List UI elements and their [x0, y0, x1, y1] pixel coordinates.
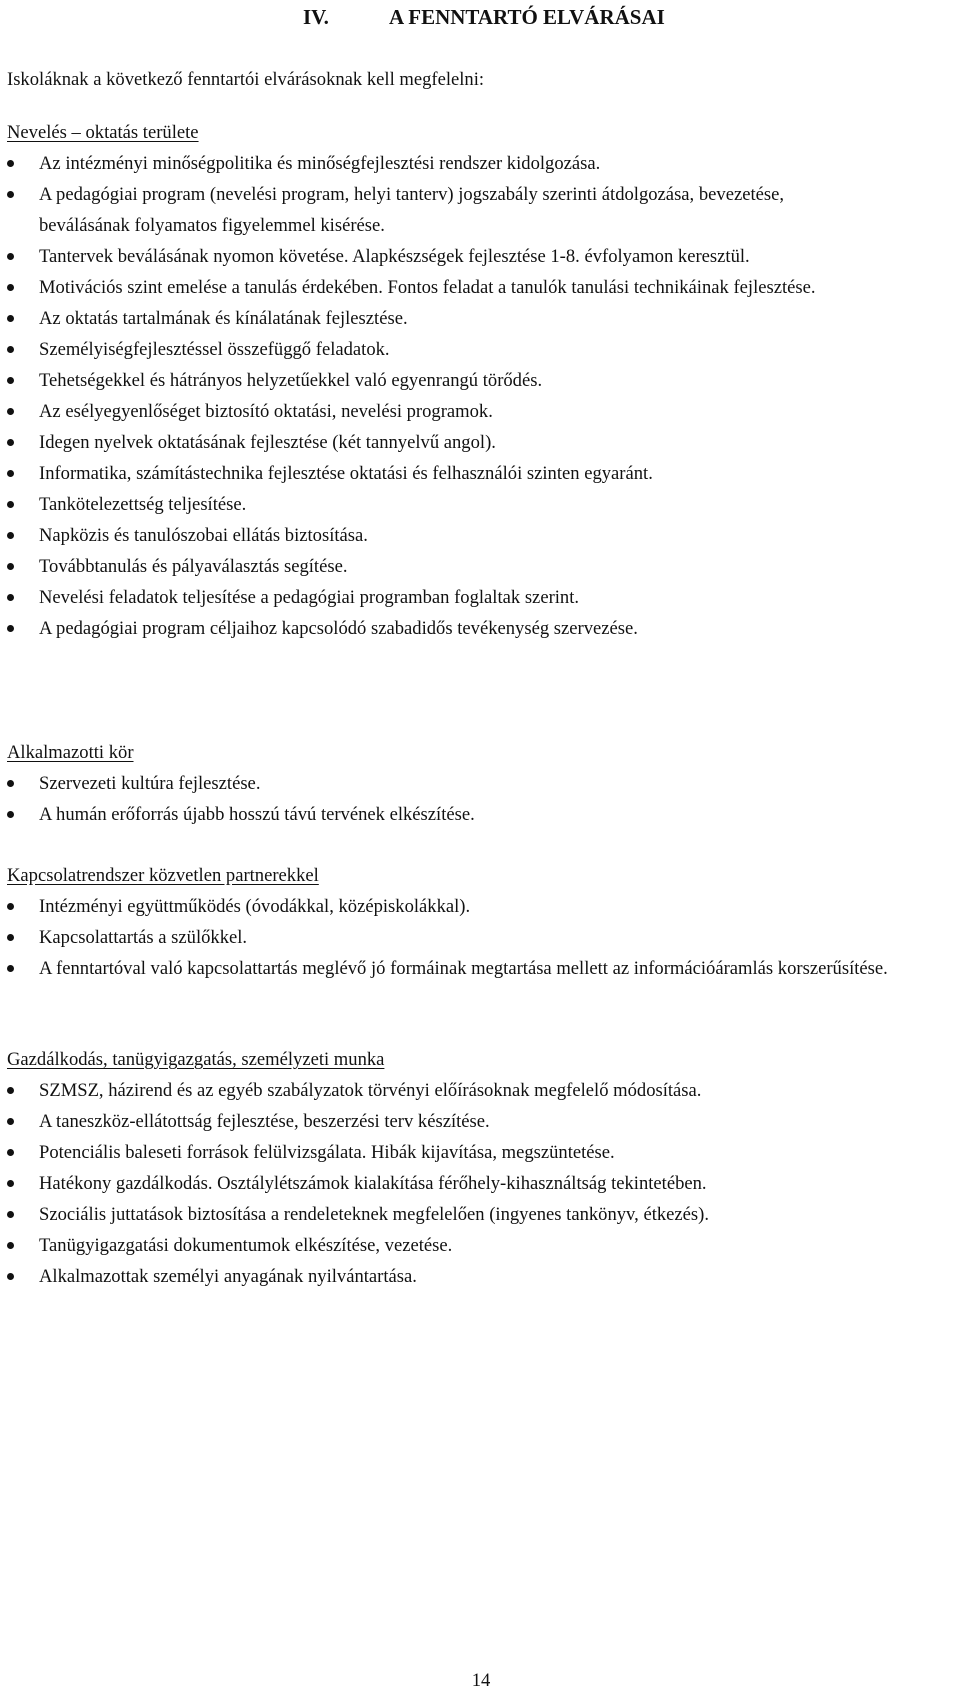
section-title: Nevelés – oktatás területe: [7, 122, 199, 143]
list-item: A taneszköz-ellátottság fejlesztése, beszerzési terv készítése.: [7, 1106, 937, 1137]
list-item: Napközis és tanulószobai ellátás biztosítása.: [7, 520, 937, 551]
list-item: Hatékony gazdálkodás. Osztálylétszámok kialakítása férőhely-kihasználtság tekintetében.: [7, 1168, 879, 1199]
chapter-heading: [303, 0, 665, 34]
list-item: Motivációs szint emelése a tanulás érdekében. Fontos feladat a tanulók tanulási technikáinak fejlesztése.: [7, 272, 919, 303]
list-item: A pedagógiai program céljaihoz kapcsolódó szabadidős tevékenység szervezése.: [7, 613, 937, 644]
bullet-list: [7, 148, 937, 644]
list-item: Alkalmazottak személyi anyagának nyilvántartása.: [7, 1261, 937, 1292]
section-education: [7, 117, 937, 644]
list-item: Az intézményi minőségpolitika és minőségfejlesztési rendszer kidolgozása.: [7, 148, 937, 179]
list-item: A humán erőforrás újabb hosszú távú tervének elkészítése.: [7, 799, 937, 830]
list-item: Idegen nyelvek oktatásának fejlesztése (két tannyelvű angol).: [7, 427, 937, 458]
bullet-list: [7, 891, 937, 984]
list-item: Továbbtanulás és pályaválasztás segítése.: [7, 551, 937, 582]
list-item: Szociális juttatások biztosítása a rendeleteknek megfelelően (ingyenes tankönyv, étkezés).: [7, 1199, 919, 1230]
list-item: Tanügyigazgatási dokumentumok elkészítése, vezetése.: [7, 1230, 937, 1261]
list-item: Potenciális baleseti források felülvizsgálata. Hibák kijavítása, megszüntetése.: [7, 1137, 937, 1168]
list-item: Tankötelezettség teljesítése.: [7, 489, 937, 520]
list-item: Tehetségekkel és hátrányos helyzetűekkel való egyenrangú törődés.: [7, 365, 937, 396]
intro-text: Iskoláknak a következő fenntartói elvárásoknak kell megfelelni:: [7, 69, 485, 90]
section-title: Kapcsolatrendszer közvetlen partnerekkel: [7, 865, 319, 886]
list-item: A pedagógiai program (nevelési program, helyi tanterv) jogszabály szerinti átdolgozása, bevezetése, beválásának folyamatos figyelemmel kisérése.: [7, 179, 829, 241]
list-item: A fenntartóval való kapcsolattartás meglévő jó formáinak megtartása mellett az információáramlás korszerűsítése.: [7, 953, 919, 984]
list-item: Kapcsolattartás a szülőkkel.: [7, 922, 937, 953]
chapter-title: A FENNTARTÓ ELVÁRÁSAI: [389, 5, 665, 29]
bullet-list: [7, 768, 937, 830]
list-item: Szervezeti kultúra fejlesztése.: [7, 768, 937, 799]
section-title: Alkalmazotti kör: [7, 742, 134, 763]
bullet-list: [7, 1075, 937, 1292]
list-item: SZMSZ, házirend és az egyéb szabályzatok törvényi előírásoknak megfelelő módosítása.: [7, 1075, 869, 1106]
list-item: Nevelési feladatok teljesítése a pedagógiai programban foglaltak szerint.: [7, 582, 937, 613]
section-management: [7, 1044, 937, 1292]
section-partners: [7, 860, 937, 984]
list-item: Az oktatás tartalmának és kínálatának fejlesztése.: [7, 303, 937, 334]
list-item: Tantervek beválásának nyomon követése. Alapkészségek fejlesztése 1-8. évfolyamon keresztül.: [7, 241, 809, 272]
list-item: Személyiségfejlesztéssel összefüggő feladatok.: [7, 334, 937, 365]
list-item: Az esélyegyenlőséget biztosító oktatási, nevelési programok.: [7, 396, 937, 427]
list-item: Informatika, számítástechnika fejlesztése oktatási és felhasználói szinten egyaránt.: [7, 458, 937, 489]
section-staff: [7, 737, 937, 830]
list-item: Intézményi együttműködés (óvodákkal, középiskolákkal).: [7, 891, 937, 922]
page-number: 14: [471, 1670, 491, 1691]
section-title: Gazdálkodás, tanügyigazgatás, személyzeti munka: [7, 1049, 385, 1070]
chapter-number: IV.: [303, 5, 329, 29]
